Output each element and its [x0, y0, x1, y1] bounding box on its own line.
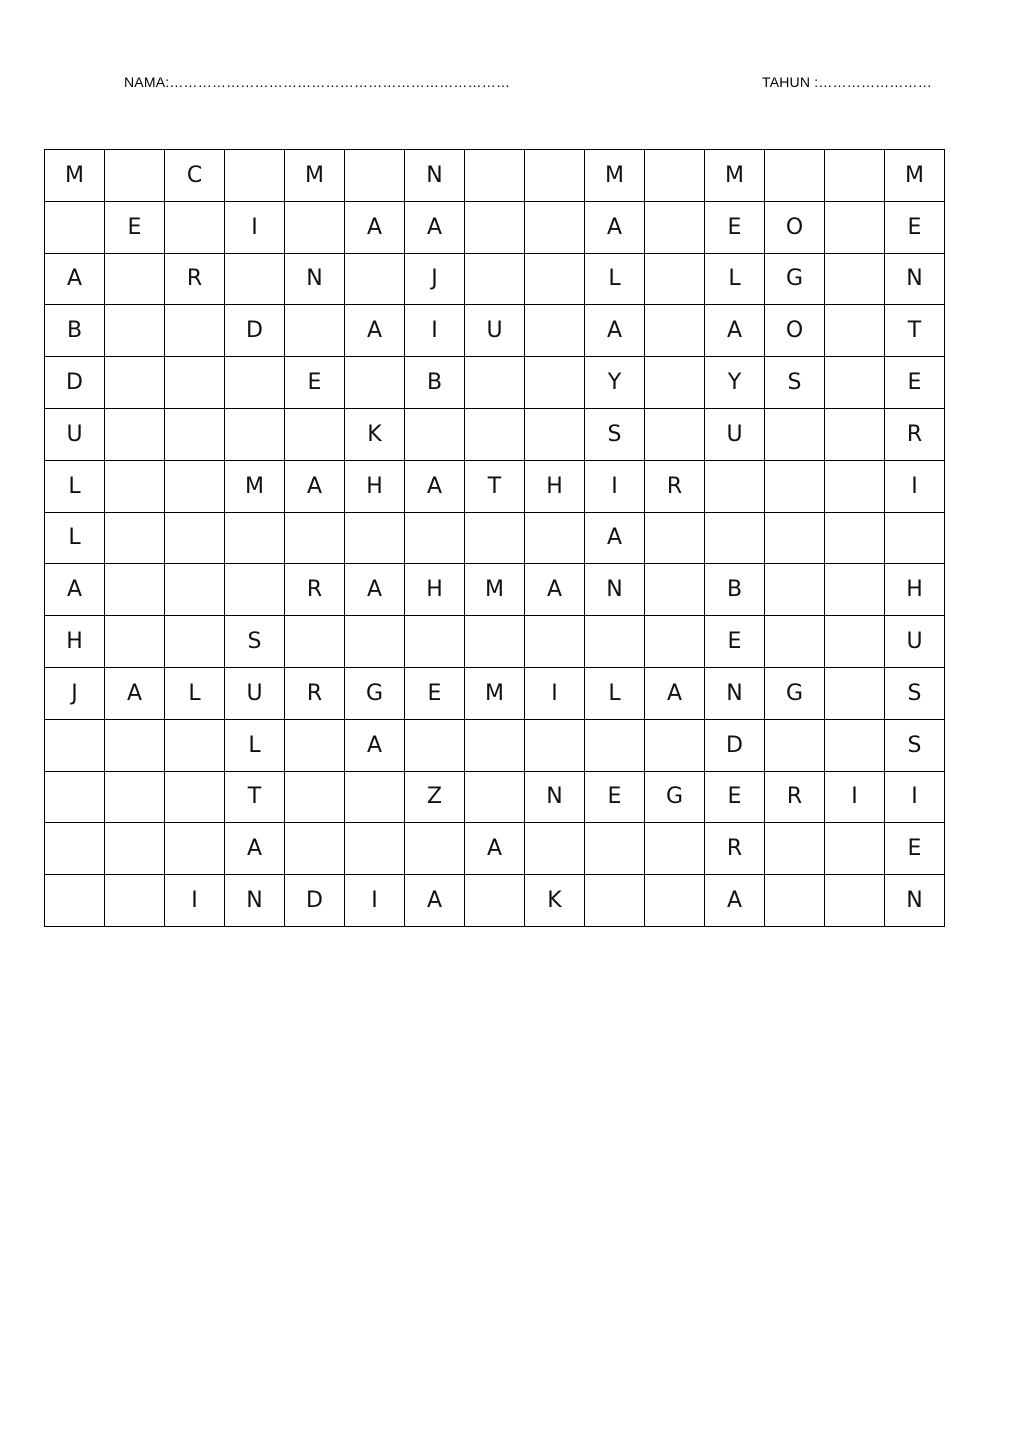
grid-cell[interactable]: A	[585, 201, 645, 253]
grid-row	[45, 305, 945, 357]
grid-cell[interactable]	[765, 875, 825, 927]
grid-cell[interactable]: K	[525, 875, 585, 927]
grid-cell[interactable]: M	[885, 150, 945, 202]
grid-cell[interactable]	[765, 616, 825, 668]
grid-cell[interactable]: A	[705, 305, 765, 357]
grid-cell[interactable]	[45, 771, 105, 823]
grid-cell[interactable]: R	[285, 564, 345, 616]
grid-cell[interactable]	[225, 150, 285, 202]
grid-cell[interactable]	[825, 512, 885, 564]
grid-cell[interactable]	[45, 875, 105, 927]
grid-cell[interactable]: U	[45, 408, 105, 460]
grid-cell[interactable]: G	[765, 667, 825, 719]
grid-row	[45, 719, 945, 771]
grid-cell[interactable]	[285, 823, 345, 875]
grid-cell[interactable]	[885, 512, 945, 564]
grid-cell[interactable]: A	[585, 305, 645, 357]
grid-cell[interactable]: A	[405, 201, 465, 253]
grid-cell[interactable]	[345, 253, 405, 305]
grid-cell[interactable]: T	[885, 305, 945, 357]
grid-cell[interactable]: R	[705, 823, 765, 875]
grid-cell[interactable]	[765, 719, 825, 771]
grid-cell[interactable]: D	[705, 719, 765, 771]
grid-cell[interactable]	[405, 616, 465, 668]
grid-cell[interactable]	[645, 719, 705, 771]
grid-cell[interactable]	[825, 719, 885, 771]
grid-cell[interactable]	[645, 875, 705, 927]
grid-cell[interactable]	[45, 201, 105, 253]
grid-cell[interactable]	[705, 460, 765, 512]
grid-cell[interactable]	[825, 460, 885, 512]
grid-cell[interactable]: L	[585, 253, 645, 305]
grid-cell[interactable]	[105, 460, 165, 512]
grid-cell[interactable]	[465, 616, 525, 668]
grid-cell[interactable]: E	[285, 357, 345, 409]
grid-cell[interactable]	[165, 408, 225, 460]
grid-cell[interactable]: L	[45, 460, 105, 512]
grid-cell[interactable]: U	[465, 305, 525, 357]
grid-cell[interactable]: U	[705, 408, 765, 460]
grid-cell[interactable]: A	[45, 564, 105, 616]
grid-cell[interactable]	[585, 616, 645, 668]
grid-cell[interactable]: A	[345, 564, 405, 616]
grid-cell[interactable]	[585, 823, 645, 875]
grid-cell[interactable]: G	[645, 771, 705, 823]
grid-cell[interactable]: Y	[585, 357, 645, 409]
grid-cell[interactable]	[645, 150, 705, 202]
grid-cell[interactable]	[645, 564, 705, 616]
grid-cell[interactable]	[405, 408, 465, 460]
grid-row	[45, 667, 945, 719]
grid-cell[interactable]: R	[165, 253, 225, 305]
grid-cell[interactable]	[345, 771, 405, 823]
grid-cell[interactable]: E	[705, 201, 765, 253]
grid-cell[interactable]: M	[705, 150, 765, 202]
grid-cell[interactable]	[105, 512, 165, 564]
grid-cell[interactable]: A	[225, 823, 285, 875]
grid-cell[interactable]	[825, 823, 885, 875]
grid-cell[interactable]	[285, 201, 345, 253]
grid-cell[interactable]	[465, 875, 525, 927]
grid-cell[interactable]	[165, 460, 225, 512]
grid-cell[interactable]	[405, 823, 465, 875]
grid-cell[interactable]	[645, 201, 705, 253]
grid-cell[interactable]	[165, 616, 225, 668]
grid-cell[interactable]: A	[645, 667, 705, 719]
grid-cell[interactable]	[165, 357, 225, 409]
grid-cell[interactable]	[645, 616, 705, 668]
grid-cell[interactable]	[765, 564, 825, 616]
grid-cell[interactable]	[465, 719, 525, 771]
grid-cell[interactable]: H	[405, 564, 465, 616]
grid-cell[interactable]	[105, 719, 165, 771]
grid-cell[interactable]	[165, 201, 225, 253]
grid-cell[interactable]	[285, 771, 345, 823]
grid-cell[interactable]: A	[465, 823, 525, 875]
grid-cell[interactable]: U	[225, 667, 285, 719]
word-search-grid	[44, 149, 945, 927]
grid-row	[45, 460, 945, 512]
grid-cell[interactable]	[825, 667, 885, 719]
grid-cell[interactable]	[285, 719, 345, 771]
grid-cell[interactable]: U	[885, 616, 945, 668]
grid-cell[interactable]: H	[345, 460, 405, 512]
grid-cell[interactable]: O	[765, 305, 825, 357]
grid-cell[interactable]	[825, 201, 885, 253]
grid-cell[interactable]: A	[525, 564, 585, 616]
grid-cell[interactable]	[105, 823, 165, 875]
grid-cell[interactable]: A	[285, 460, 345, 512]
grid-cell[interactable]	[105, 616, 165, 668]
grid-cell[interactable]	[525, 253, 585, 305]
grid-cell[interactable]	[645, 357, 705, 409]
grid-cell[interactable]	[525, 305, 585, 357]
grid-cell[interactable]: R	[885, 408, 945, 460]
grid-cell[interactable]	[645, 512, 705, 564]
grid-cell[interactable]: T	[465, 460, 525, 512]
grid-row	[45, 771, 945, 823]
grid-cell[interactable]	[165, 719, 225, 771]
grid-cell[interactable]	[165, 512, 225, 564]
grid-cell[interactable]	[345, 616, 405, 668]
grid-cell[interactable]	[105, 357, 165, 409]
grid-row	[45, 512, 945, 564]
grid-cell[interactable]: D	[45, 357, 105, 409]
grid-cell[interactable]	[165, 305, 225, 357]
grid-cell[interactable]	[105, 771, 165, 823]
grid-cell[interactable]	[465, 253, 525, 305]
grid-cell[interactable]: A	[405, 460, 465, 512]
grid-cell[interactable]	[345, 823, 405, 875]
grid-cell[interactable]: H	[885, 564, 945, 616]
grid-cell[interactable]	[825, 564, 885, 616]
grid-cell[interactable]: B	[405, 357, 465, 409]
grid-cell[interactable]	[825, 150, 885, 202]
grid-cell[interactable]	[45, 719, 105, 771]
grid-cell[interactable]: N	[885, 253, 945, 305]
grid-cell[interactable]: M	[225, 460, 285, 512]
grid-cell[interactable]: L	[585, 667, 645, 719]
grid-cell[interactable]: N	[225, 875, 285, 927]
grid-cell[interactable]: L	[705, 253, 765, 305]
grid-cell[interactable]	[285, 408, 345, 460]
grid-cell[interactable]	[405, 512, 465, 564]
grid-cell[interactable]: A	[585, 512, 645, 564]
grid-cell[interactable]	[345, 357, 405, 409]
grid-cell[interactable]: S	[885, 719, 945, 771]
grid-cell[interactable]: A	[45, 253, 105, 305]
grid-row	[45, 357, 945, 409]
grid-cell[interactable]	[225, 253, 285, 305]
grid-cell[interactable]	[105, 150, 165, 202]
grid-cell[interactable]: R	[645, 460, 705, 512]
grid-cell[interactable]: M	[465, 667, 525, 719]
grid-cell[interactable]	[465, 408, 525, 460]
grid-cell[interactable]: N	[585, 564, 645, 616]
grid-cell[interactable]: E	[885, 357, 945, 409]
grid-cell[interactable]: N	[705, 667, 765, 719]
grid-cell[interactable]: M	[465, 564, 525, 616]
grid-cell[interactable]: S	[885, 667, 945, 719]
grid-cell[interactable]: R	[765, 771, 825, 823]
grid-cell[interactable]	[645, 408, 705, 460]
grid-row	[45, 564, 945, 616]
grid-cell[interactable]	[525, 512, 585, 564]
grid-cell[interactable]: E	[105, 201, 165, 253]
grid-cell[interactable]	[345, 512, 405, 564]
grid-cell[interactable]	[105, 305, 165, 357]
grid-cell[interactable]: S	[585, 408, 645, 460]
grid-row	[45, 823, 945, 875]
grid-cell[interactable]	[525, 357, 585, 409]
grid-cell[interactable]	[825, 357, 885, 409]
grid-cell[interactable]	[225, 512, 285, 564]
grid-cell[interactable]: N	[885, 875, 945, 927]
grid-cell[interactable]	[465, 150, 525, 202]
grid-cell[interactable]: I	[525, 667, 585, 719]
grid-cell[interactable]: S	[765, 357, 825, 409]
grid-row	[45, 201, 945, 253]
grid-cell[interactable]	[825, 616, 885, 668]
grid-cell[interactable]: I	[405, 305, 465, 357]
grid-cell[interactable]: E	[405, 667, 465, 719]
grid-cell[interactable]	[465, 201, 525, 253]
grid-cell[interactable]	[765, 150, 825, 202]
grid-cell[interactable]	[765, 460, 825, 512]
grid-cell[interactable]: I	[585, 460, 645, 512]
grid-cell[interactable]: C	[165, 150, 225, 202]
grid-cell[interactable]	[165, 823, 225, 875]
year-field-label: TAHUN :……………………	[762, 74, 932, 90]
grid-cell[interactable]: I	[225, 201, 285, 253]
grid-cell[interactable]	[285, 616, 345, 668]
grid-cell[interactable]	[345, 150, 405, 202]
grid-row	[45, 875, 945, 927]
grid-row	[45, 616, 945, 668]
grid-cell[interactable]: Z	[405, 771, 465, 823]
grid-cell[interactable]	[645, 823, 705, 875]
grid-cell[interactable]	[405, 719, 465, 771]
grid-cell[interactable]	[165, 771, 225, 823]
grid-cell[interactable]: L	[45, 512, 105, 564]
grid-cell[interactable]: B	[45, 305, 105, 357]
grid-cell[interactable]: E	[885, 823, 945, 875]
grid-cell[interactable]	[105, 253, 165, 305]
grid-cell[interactable]: J	[405, 253, 465, 305]
grid-cell[interactable]	[465, 771, 525, 823]
grid-cell[interactable]: A	[345, 201, 405, 253]
grid-cell[interactable]: N	[285, 253, 345, 305]
grid-cell[interactable]: A	[345, 719, 405, 771]
grid-cell[interactable]	[225, 357, 285, 409]
grid-cell[interactable]	[765, 512, 825, 564]
grid-row	[45, 150, 945, 202]
grid-cell[interactable]	[765, 823, 825, 875]
grid-cell[interactable]	[165, 564, 225, 616]
grid-cell[interactable]: N	[405, 150, 465, 202]
grid-cell[interactable]: E	[705, 616, 765, 668]
grid-cell[interactable]: I	[885, 460, 945, 512]
grid-cell[interactable]: M	[45, 150, 105, 202]
grid-cell[interactable]	[765, 408, 825, 460]
grid-cell[interactable]: G	[765, 253, 825, 305]
grid-cell[interactable]: H	[525, 460, 585, 512]
grid-cell[interactable]	[825, 408, 885, 460]
name-field-label: NAMA:………………………………………………………………	[124, 74, 511, 90]
grid-cell[interactable]: I	[825, 771, 885, 823]
grid-cell[interactable]: R	[285, 667, 345, 719]
grid-cell[interactable]: A	[705, 875, 765, 927]
grid-cell[interactable]: K	[345, 408, 405, 460]
grid-cell[interactable]: I	[885, 771, 945, 823]
grid-cell[interactable]: J	[45, 667, 105, 719]
grid-cell[interactable]: Y	[705, 357, 765, 409]
grid-cell[interactable]	[285, 512, 345, 564]
grid-cell[interactable]: D	[285, 875, 345, 927]
grid-cell[interactable]	[225, 564, 285, 616]
grid-cell[interactable]: L	[165, 667, 225, 719]
grid-cell[interactable]	[525, 823, 585, 875]
grid-cell[interactable]	[465, 357, 525, 409]
grid-cell[interactable]	[525, 616, 585, 668]
grid-cell[interactable]: H	[45, 616, 105, 668]
grid-cell[interactable]	[525, 150, 585, 202]
grid-cell[interactable]: M	[285, 150, 345, 202]
grid-cell[interactable]	[465, 512, 525, 564]
grid-cell[interactable]	[825, 253, 885, 305]
grid-row	[45, 408, 945, 460]
grid-cell[interactable]	[285, 305, 345, 357]
grid-cell[interactable]: E	[885, 201, 945, 253]
grid-cell[interactable]: N	[525, 771, 585, 823]
grid-cell[interactable]: I	[165, 875, 225, 927]
grid-cell[interactable]	[585, 875, 645, 927]
grid-cell[interactable]	[105, 564, 165, 616]
grid-cell[interactable]	[105, 408, 165, 460]
grid-cell[interactable]	[645, 253, 705, 305]
grid-cell[interactable]	[525, 201, 585, 253]
grid-cell[interactable]	[645, 305, 705, 357]
grid-cell[interactable]	[525, 408, 585, 460]
grid-cell[interactable]	[525, 719, 585, 771]
grid-cell[interactable]: E	[585, 771, 645, 823]
grid-cell[interactable]	[105, 875, 165, 927]
grid-cell[interactable]: A	[345, 305, 405, 357]
grid-cell[interactable]: A	[105, 667, 165, 719]
grid-cell[interactable]: A	[405, 875, 465, 927]
grid-cell[interactable]: D	[225, 305, 285, 357]
grid-cell[interactable]: L	[225, 719, 285, 771]
grid-cell[interactable]	[825, 875, 885, 927]
grid-cell[interactable]: T	[225, 771, 285, 823]
grid-cell[interactable]: I	[345, 875, 405, 927]
grid-cell[interactable]: S	[225, 616, 285, 668]
grid-cell[interactable]	[225, 408, 285, 460]
grid-cell[interactable]: E	[705, 771, 765, 823]
grid-cell[interactable]	[585, 719, 645, 771]
grid-cell[interactable]	[45, 823, 105, 875]
grid-cell[interactable]	[705, 512, 765, 564]
grid-cell[interactable]: O	[765, 201, 825, 253]
grid-cell[interactable]: B	[705, 564, 765, 616]
grid-cell[interactable]: G	[345, 667, 405, 719]
grid-cell[interactable]	[825, 305, 885, 357]
grid-row	[45, 253, 945, 305]
grid-cell[interactable]: M	[585, 150, 645, 202]
